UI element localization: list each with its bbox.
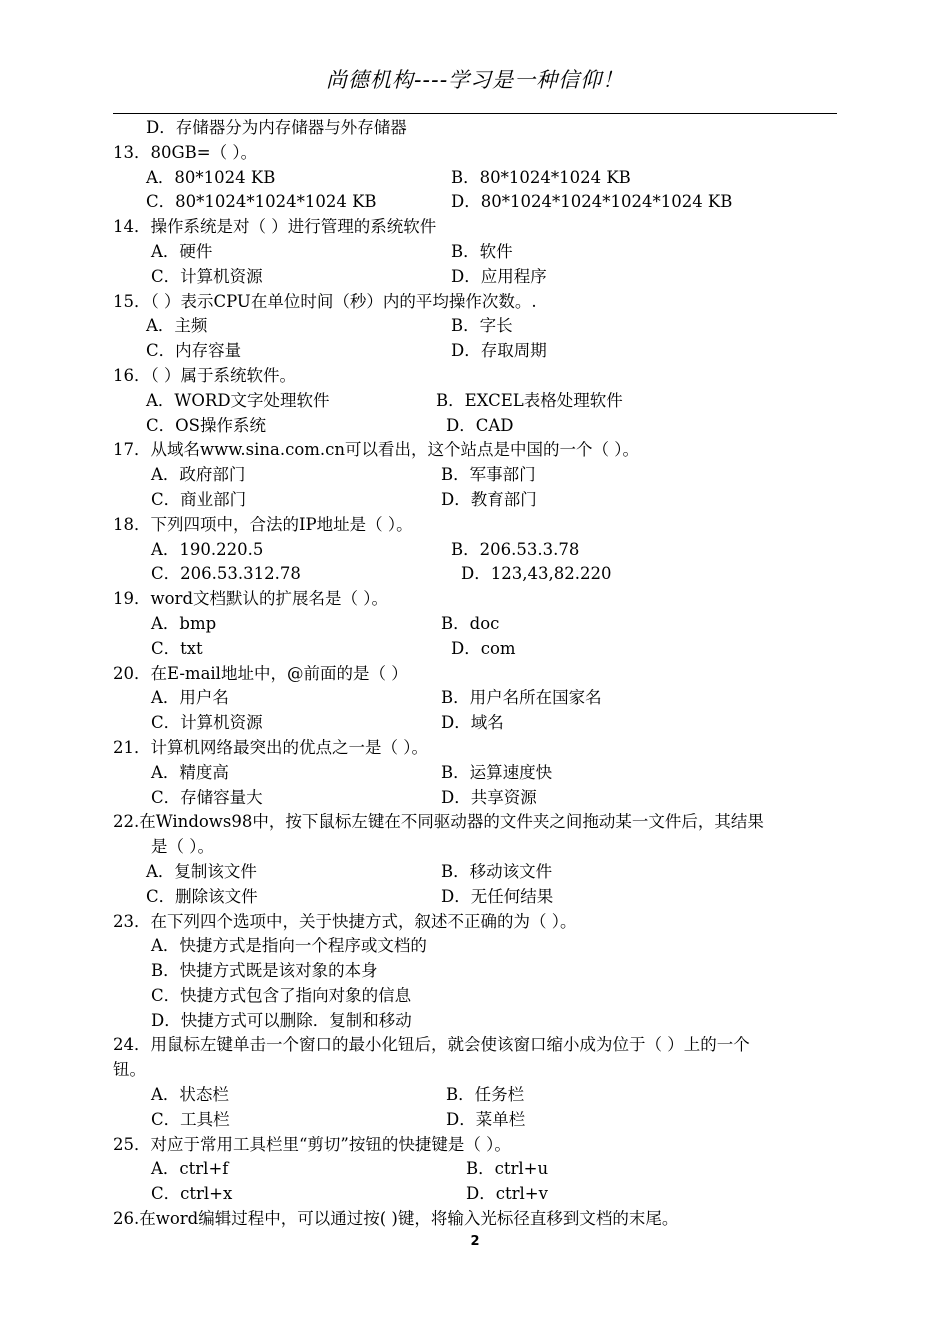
question-text: 22.在Windows98中，按下鼠标左键在不同驱动器的文件夹之间拖动某一文件后，其结果 bbox=[113, 812, 764, 832]
question-text: 15．（ ）表示CPU在单位时间（秒）内的平均操作次数。. bbox=[113, 291, 537, 311]
option-row bbox=[113, 190, 843, 215]
question-16 bbox=[113, 364, 843, 389]
option-row bbox=[113, 414, 843, 439]
option-d: D．应用程序 bbox=[451, 266, 547, 286]
question-22 bbox=[113, 810, 843, 835]
option-a: A．复制该文件 bbox=[146, 861, 257, 881]
option-a: A．状态栏 bbox=[151, 1085, 229, 1105]
option-b: B．运算速度快 bbox=[441, 762, 553, 782]
question-text: 13．80GB=（ ）。 bbox=[113, 142, 258, 162]
question-text: 16．（ ）属于系统软件。 bbox=[113, 365, 296, 385]
question-text: 17．从域名www.sina.com.cn可以看出，这个站点是中国的一个（ ）。 bbox=[113, 440, 640, 460]
option-b: B．ctrl+u bbox=[466, 1159, 549, 1179]
option-d: D．无任何结果 bbox=[441, 886, 554, 906]
option-b: B．军事部门 bbox=[441, 465, 536, 485]
question-23 bbox=[113, 910, 843, 935]
question-text: 24．用鼠标左键单击一个窗口的最小化钮后，就会使该窗口缩小成为位于（ ）上的一个 bbox=[113, 1035, 750, 1055]
option-row bbox=[113, 786, 843, 811]
option-b: B．206.53.3.78 bbox=[451, 539, 580, 559]
option-row bbox=[113, 711, 843, 736]
option-row bbox=[113, 538, 843, 563]
question-15 bbox=[113, 290, 843, 315]
question-text: 钮。 bbox=[113, 1060, 146, 1080]
option-a: A．精度高 bbox=[151, 762, 229, 782]
question-continuation bbox=[113, 835, 843, 860]
option-row bbox=[113, 265, 843, 290]
question-text: 14．操作系统是对（ ）进行管理的系统软件 bbox=[113, 217, 437, 237]
question-text: 是（ ）。 bbox=[151, 837, 214, 857]
option-c: C．txt bbox=[151, 638, 203, 658]
option-c: C．内存容量 bbox=[146, 341, 242, 361]
option-a: A．政府部门 bbox=[151, 465, 246, 485]
question-list bbox=[113, 116, 843, 1232]
option-b: B．字长 bbox=[451, 316, 513, 336]
option-row bbox=[113, 1182, 843, 1207]
option-c: C．ctrl+x bbox=[151, 1184, 233, 1204]
option-line bbox=[113, 984, 843, 1009]
question-20 bbox=[113, 662, 843, 687]
option-c: C．计算机资源 bbox=[151, 266, 263, 286]
option-d: D．域名 bbox=[441, 713, 504, 733]
option-row bbox=[113, 1083, 843, 1108]
option-a: A．80*1024 KB bbox=[146, 167, 276, 187]
option-d: D．教育部门 bbox=[441, 489, 537, 509]
question-text: 18．下列四项中，合法的IP地址是（ ）。 bbox=[113, 514, 413, 534]
option-a: A．bmp bbox=[151, 613, 217, 633]
option-row bbox=[113, 1157, 843, 1182]
option-row bbox=[113, 488, 843, 513]
option-row bbox=[113, 885, 843, 910]
question-text: 23．在下列四个选项中，关于快捷方式，叙述不正确的为（ ）。 bbox=[113, 911, 577, 931]
option-row bbox=[113, 389, 843, 414]
option-c: C．计算机资源 bbox=[151, 713, 263, 733]
option-b: B．任务栏 bbox=[446, 1085, 525, 1105]
option-c: C．80*1024*1024*1024 KB bbox=[146, 192, 377, 212]
option-row bbox=[113, 314, 843, 339]
question-14 bbox=[113, 215, 843, 240]
option-b: B．doc bbox=[441, 613, 500, 633]
option-d: D．CAD bbox=[446, 415, 514, 435]
option-d: D．存取周期 bbox=[451, 341, 547, 361]
page-number: 2 bbox=[470, 1234, 480, 1249]
option-row bbox=[113, 339, 843, 364]
question-text: 19．word文档默认的扩展名是（ ）。 bbox=[113, 589, 388, 609]
option-a: A．主频 bbox=[146, 316, 208, 336]
option-row bbox=[113, 761, 843, 786]
question-24 bbox=[113, 1033, 843, 1058]
question-26 bbox=[113, 1207, 843, 1232]
option-a: A．WORD文字处理软件 bbox=[146, 390, 330, 410]
question-text: 21．计算机网络最突出的优点之一是（ ）。 bbox=[113, 737, 428, 757]
option-c: C．存储容量大 bbox=[151, 787, 263, 807]
option-d: D．com bbox=[451, 638, 516, 658]
option-b: B．软件 bbox=[451, 241, 513, 261]
option-b: B．用户名所在国家名 bbox=[441, 688, 602, 708]
question-continuation bbox=[113, 1058, 843, 1083]
option-line bbox=[113, 934, 843, 959]
option-row bbox=[113, 1108, 843, 1133]
option-d: D．123,43,82.220 bbox=[461, 564, 612, 584]
option-a: A．硬件 bbox=[151, 241, 213, 261]
option-line bbox=[113, 959, 843, 984]
option-row bbox=[113, 562, 843, 587]
option-b: B．快捷方式既是该对象的本身 bbox=[151, 961, 378, 981]
option-c: C．删除该文件 bbox=[146, 886, 258, 906]
option-row bbox=[113, 463, 843, 488]
option-row bbox=[113, 860, 843, 885]
question-25 bbox=[113, 1133, 843, 1158]
option-c: C．工具栏 bbox=[151, 1109, 230, 1129]
option-d: D．菜单栏 bbox=[446, 1109, 526, 1129]
option-b: B．80*1024*1024 KB bbox=[451, 167, 631, 187]
question-text: 26.在word编辑过程中，可以通过按( )键，将输入光标径直移到文档的末尾。 bbox=[113, 1209, 679, 1229]
question-17 bbox=[113, 438, 843, 463]
option-a: A．快捷方式是指向一个程序或文档的 bbox=[151, 936, 427, 956]
page-header-title: 尚德机构----学习是一种信仰！ bbox=[325, 68, 625, 92]
option-row bbox=[113, 612, 843, 637]
option-row bbox=[113, 166, 843, 191]
question-13 bbox=[113, 141, 843, 166]
option-a: A．190.220.5 bbox=[151, 539, 264, 559]
question-text: 25．对应于常用工具栏里“剪切”按钮的快捷键是（ ）。 bbox=[113, 1134, 511, 1154]
question-19 bbox=[113, 587, 843, 612]
option-row bbox=[113, 240, 843, 265]
option-d: D．快捷方式可以删除．复制和移动 bbox=[151, 1010, 412, 1030]
option-a: A．用户名 bbox=[151, 688, 229, 708]
question-text: 20．在E-mail地址中，@前面的是（ ） bbox=[113, 663, 408, 683]
option-a: A．ctrl+f bbox=[151, 1159, 229, 1179]
option-b: B．EXCEL表格处理软件 bbox=[436, 390, 623, 410]
header-rule bbox=[113, 113, 837, 114]
option-c: C．商业部门 bbox=[151, 489, 247, 509]
option-c: C．快捷方式包含了指向对象的信息 bbox=[151, 985, 412, 1005]
option-row bbox=[113, 637, 843, 662]
option-d: D．共享资源 bbox=[441, 787, 537, 807]
option-c: C．206.53.312.78 bbox=[151, 564, 301, 584]
question-21 bbox=[113, 736, 843, 761]
option-text: D．存储器分为内存储器与外存储器 bbox=[146, 118, 407, 137]
option-d: D．80*1024*1024*1024*1024 KB bbox=[451, 192, 733, 212]
question-18 bbox=[113, 513, 843, 538]
option-line bbox=[113, 1009, 843, 1034]
option-d: D．ctrl+v bbox=[466, 1184, 548, 1204]
option-line bbox=[113, 116, 843, 141]
option-row bbox=[113, 686, 843, 711]
option-c: C．OS操作系统 bbox=[146, 415, 266, 435]
option-b: B．移动该文件 bbox=[441, 861, 553, 881]
